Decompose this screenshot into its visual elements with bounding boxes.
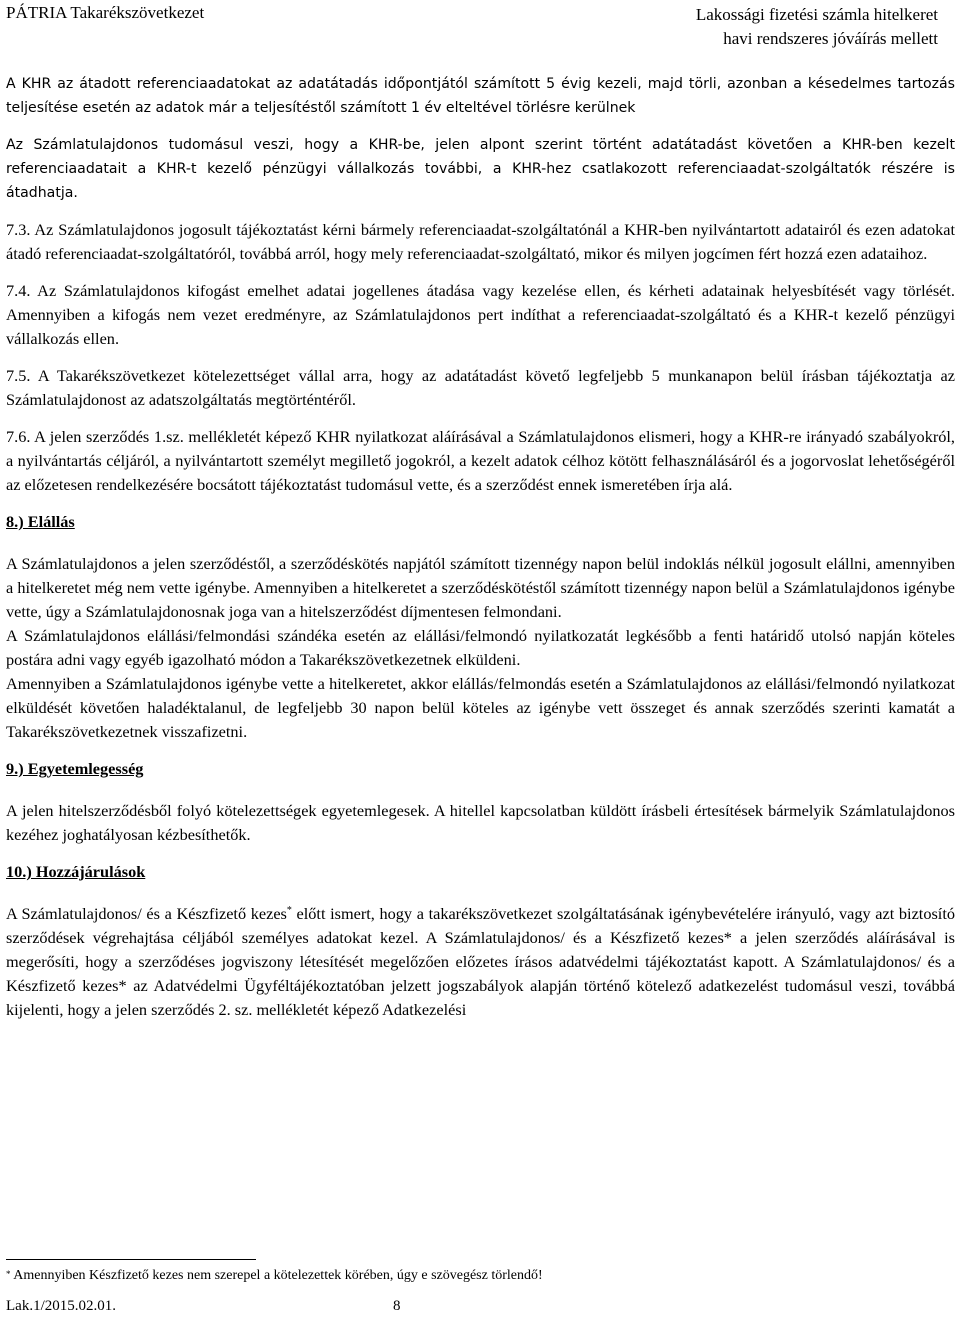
paragraph-7-6: 7.6. A jelen szerződés 1.sz. mellékletét képező KHR nyilatkozat aláírásával a Számlatulajdonos elismeri, hogy a KHR-re irányadó szabályokról, a nyilvántartás céljáról, a nyilvántartott személyt megillető jogokról, a kezelt adatok célhoz kötött felhasználásáról és a jogorvoslat lehetőségéről az előzetesen rendelkezésére bocsátott tájékoztatást tudomásul vette, és a szerződést ennek ismeretében írja alá. xyxy=(6,427,955,494)
paragraph-7-4: 7.4. Az Számlatulajdonos kifogást emelhet adatai jogellenes átadása vagy kezelése ellen, és kérheti adatainak helyesbítését vagy törlését. Amennyiben a kifogás nem vezet eredményre, az Számlatulajdonos pert indíthat a referenciaadat-szolgáltató és a KHR-t kezelő pénzügyi vállalkozás ellen. xyxy=(6,281,955,348)
section-10-text-start: A Számlatulajdonos/ és a Készfizető kezes xyxy=(6,904,287,923)
section-8-paragraph-1: A Számlatulajdonos a jelen szerződéstől, a szerződéskötés napjától számított tizennégy napon belül indoklás nélkül jogosult elállni, amennyiben a hitelkeretet még nem vette igénybe. Amennyiben a hitelkeretet a szerződéskötéstől számított tizennégy napon belül a Számlatulajdonos igénybe vette, úgy a Számlatulajdonosnak joga van a hitelszerződést díjmentesen felmondani. xyxy=(6,554,955,621)
footnote-separator xyxy=(6,1259,256,1260)
header-product-line1: Lakossági fizetési számla hitelkeret xyxy=(695,5,938,24)
section-8-paragraph-3: Amennyiben a Számlatulajdonos igénybe vette a hitelkeretet, akkor elállás/felmondás esetén a Számlatulajdonos az elállási/felmondó nyilatkozat elküldését követően haladéktalanul, de legfeljebb 30 napon belül köteles az igénybe vett összeget és annak szerződés szerinti kamatát a Takarékszövetkezetnek visszafizetni. xyxy=(6,674,955,741)
paragraph-7-5: 7.5. A Takarékszövetkezet kötelezettséget vállal arra, hogy az adatátadást követő legfeljebb 5 munkanapon belül írásban tájékoztatja az Számlatulajdonost az adatszolgáltatás megtörténtéről. xyxy=(6,366,955,409)
paragraph-khr-transfer: Az Számlatulajdonos tudomásul veszi, hogy a KHR-be, jelen alpont szerint történt adatátadást követően a KHR-ben kezelt referenciaadatait a KHR-t kezelő pénzügyi vállalkozás további, a KHR-hez csatlakozott referenciaadat-szolgáltatók részére is átadhatja. xyxy=(6,137,955,201)
paragraph-7-3: 7.3. Az Számlatulajdonos jogosult tájékoztatást kérni bármely referenciaadat-szolgáltatónál a KHR-ben nyilvántartott adatairól és ezen adatokat átadó referenciaadat-szolgáltatóról, továbbá arról, hogy mely referenciaadat-szolgáltató, mikor és milyen jogcímen fért hozzá ezen adataihoz. xyxy=(6,220,955,263)
section-9-heading: 9.) Egyetemlegesség xyxy=(6,759,144,778)
document-body xyxy=(6,72,955,1022)
section-10-paragraph-1 xyxy=(6,902,955,1022)
footnote-text: Amennyiben Készfizető kezes nem szerepel a kötelezettek körében, úgy e szövegész törlendő! xyxy=(10,1268,543,1283)
header-institution: PÁTRIA Takarékszövetkezet xyxy=(6,3,205,22)
paragraph-khr-retention: A KHR az átadott referenciaadatokat az adatátadás időpontjától számított 5 évig kezeli, majd törli, azonban a késedelmes tartozás teljesítése esetén az adatok már a teljesítéstől számított 1 év elteltével törlésre kerülnek xyxy=(6,76,955,116)
header-product-title xyxy=(696,3,938,51)
footnote-marker: * xyxy=(6,1269,11,1279)
section-8-heading: 8.) Elállás xyxy=(6,512,75,531)
section-10-heading: 10.) Hozzájárulások xyxy=(6,862,146,881)
section-10-text-rest: előtt ismert, hogy a takarékszövetkezet szolgáltatásának igénybevételére irányuló, vagy azt biztosító szerződések végrehajtása céljából személyes adatokat kezel. A Számlatulajdonos/ és a Készfizető kezes* a jelen szerződés aláírásával is megerősíti, hogy a szerződéses jogviszony létesítését megelőzően előzetes írásos adatvédelmi tájékoztatást kapott. A Számlatulajdonos/ és a Készfizető kezes* az Adatvédelmi Ügyféltájékoztatóban jelzett jogszabályok alapján történő kötelező adatkezelést tudomásul veszi, továbbá kijelenti, hogy a jelen szerződés 2. sz. mellékletét képező Adatkezelési xyxy=(6,904,955,1019)
header-product-line2: havi rendszeres jóváírás mellett xyxy=(723,29,938,48)
footer-page-number: 8 xyxy=(393,1298,401,1314)
section-9-paragraph-1: A jelen hitelszerződésből folyó kötelezettségek egyetemlegesek. A hitellel kapcsolatban küldött írásbeli értesítések bármelyik Számlatulajdonos kezéhez joghatályosan kézbesíthetők. xyxy=(6,801,955,844)
section-8-paragraph-2: A Számlatulajdonos elállási/felmondási szándéka esetén az elállási/felmondó nyilatkozatát legkésőbb a fenti határidő utolsó napján köteles postára adni vagy egyéb igazolható módon a Takarékszövetkezetnek elküldeni. xyxy=(6,626,955,669)
footnote xyxy=(6,1266,543,1286)
footer-document-code: Lak.1/2015.02.01. xyxy=(6,1298,116,1314)
footnote-reference-marker: * xyxy=(286,905,292,916)
